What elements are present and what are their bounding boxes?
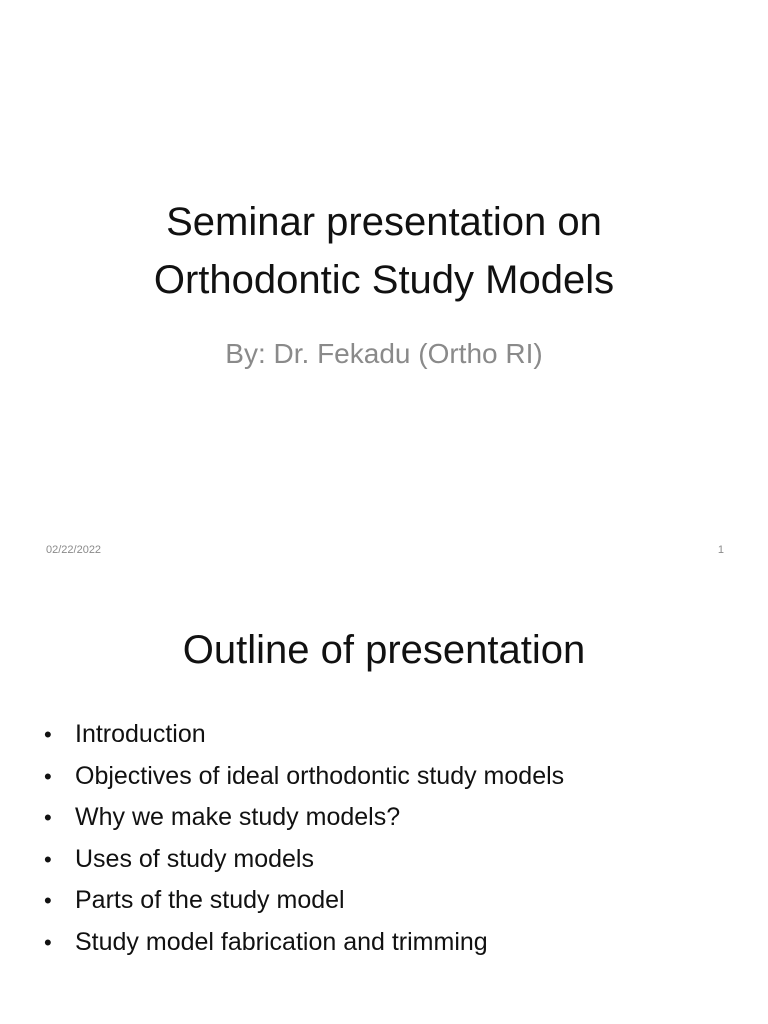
slide-title <box>40 193 728 309</box>
bullet-icon: • <box>44 722 52 747</box>
outline-list <box>44 714 564 963</box>
outline-item <box>44 714 564 756</box>
outline-item-text: Introduction <box>75 720 206 748</box>
outline-item-text: Parts of the study model <box>75 886 345 914</box>
outline-item <box>44 756 564 798</box>
outline-item-text: Study model fabrication and trimming <box>75 927 488 956</box>
slide-number: 1 <box>717 544 724 556</box>
slide-date: 02/22/2022 <box>46 544 102 556</box>
bullet-icon: • <box>44 929 52 955</box>
outline-item <box>44 839 564 881</box>
bullet-icon: • <box>44 763 52 789</box>
outline-item <box>44 922 564 964</box>
slide-title-line-1: Seminar presentation on <box>166 200 602 244</box>
bullet-icon: • <box>44 846 52 872</box>
outline-item <box>44 797 564 839</box>
outline-slide <box>0 576 768 1024</box>
outline-item-text: Uses of study models <box>75 844 314 873</box>
outline-title: Outline of presentation <box>182 628 586 672</box>
outline-item <box>44 880 564 922</box>
slide-title-line-2: Orthodontic Study Models <box>153 258 615 302</box>
outline-item-text: Objectives of ideal orthodontic study models <box>75 761 565 790</box>
bullet-icon: • <box>44 805 52 830</box>
bullet-icon: • <box>44 888 52 913</box>
slide-subtitle: By: Dr. Fekadu (Ortho RI) <box>225 338 543 369</box>
outline-item-text: Why we make study models? <box>75 803 401 831</box>
